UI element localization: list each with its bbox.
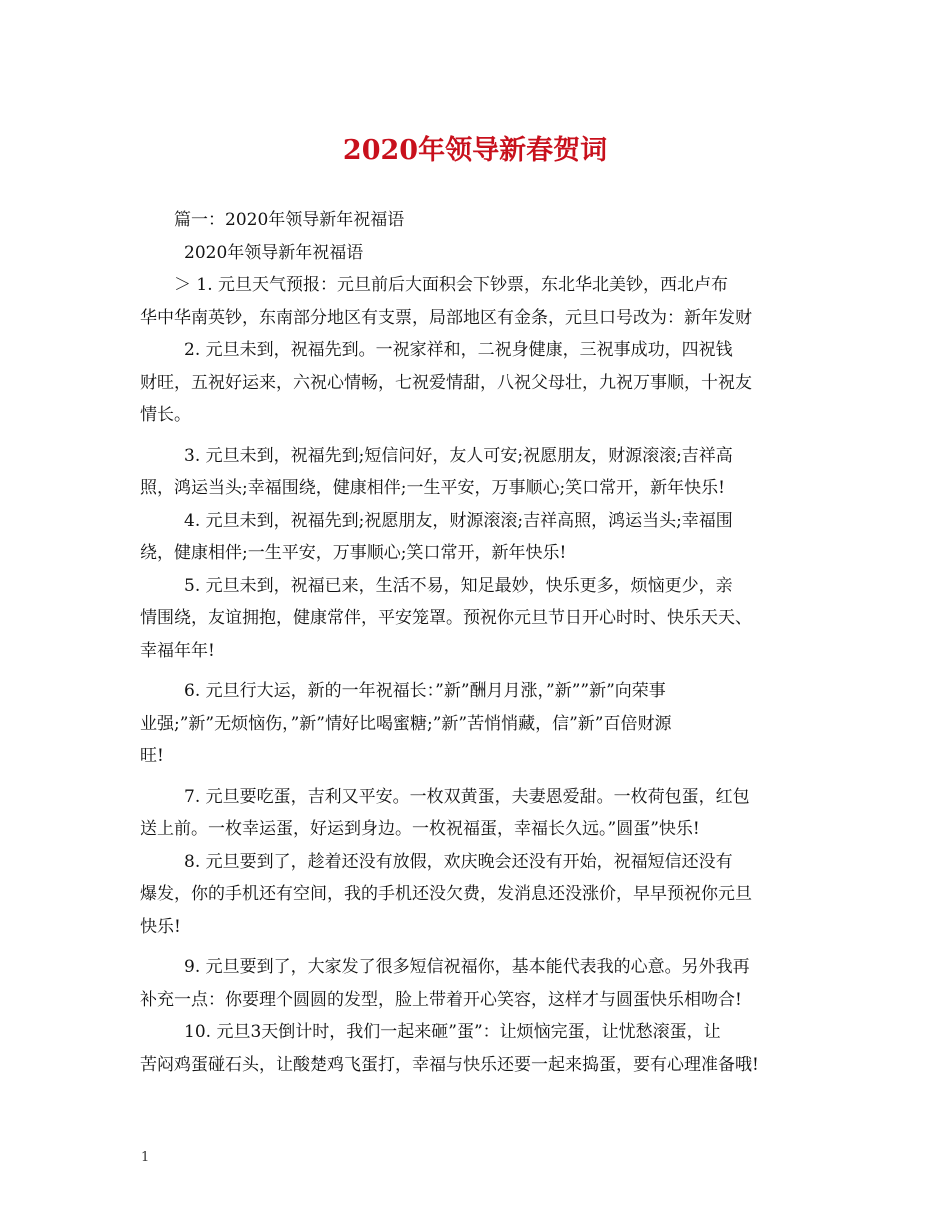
paragraph-gap bbox=[140, 943, 816, 951]
body-line: 快乐! bbox=[140, 916, 181, 937]
body-line: 华中华南英钞，东南部分地区有支票，局部地区有金条，元旦口号改为：新年发财 bbox=[140, 307, 752, 328]
paragraph-gap bbox=[140, 773, 816, 781]
body-line: 送上前。一枚幸运蛋，好运到身边。一枚祝福蛋，幸福长久远。”圆蛋”快乐! bbox=[140, 819, 700, 839]
body-line: 10. 元旦3天倒计时，我们一起来砸”蛋”：让烦恼完蛋，让忧愁滚蛋，让 bbox=[184, 1022, 721, 1042]
document-body bbox=[140, 204, 816, 1081]
body-line: 绕，健康相伴;一生平安，万事顺心;笑口常开，新年快乐! bbox=[140, 543, 567, 563]
paragraph-gap bbox=[140, 432, 816, 440]
body-line: 8. 元旦要到了，趁着还没有放假，欢庆晚会还没有开始，祝福短信还没有 bbox=[184, 851, 733, 872]
body-line: 情长。 bbox=[140, 405, 191, 425]
body-line: 旺! bbox=[140, 746, 164, 766]
body-line: ＞ 1. 元旦天气预报：元旦前后大面积会下钞票，东北华北美钞，西北卢布 bbox=[174, 275, 729, 295]
document-title: 2020年领导新春贺词 bbox=[342, 135, 608, 166]
body-line: 2020年领导新年祝福语 bbox=[184, 242, 364, 263]
body-line: 爆发，你的手机还有空间，我的手机还没欠费，发消息还没涨价，早早预祝你元旦 bbox=[140, 884, 752, 904]
body-line: 业强;”新”无烦恼伤，”新”情好比喝蜜糖;”新”苦悄悄藏，信”新”百倍财源 bbox=[140, 713, 672, 734]
body-line: 篇一：2020年领导新年祝福语 bbox=[174, 210, 405, 230]
body-line: 4. 元旦未到，祝福先到;祝愿朋友，财源滚滚;吉祥高照，鸿运当头;幸福围 bbox=[184, 510, 733, 531]
body-line: 3. 元旦未到，祝福先到;短信问好，友人可安;祝愿朋友，财源滚滚;吉祥高 bbox=[184, 445, 733, 466]
body-line: 补充一点：你要理个圆圆的发型，脸上带着开心笑容，这样才与圆蛋快乐相吻合! bbox=[140, 989, 742, 1010]
body-line: 6. 元旦行大运，新的一年祝福长：”新”酬月月涨，”新””新”向荣事 bbox=[184, 681, 666, 701]
body-line: 情围绕，友谊拥抱，健康常伴，平安笼罩。预祝你元旦节日开心时时、快乐天天、 bbox=[140, 608, 752, 628]
body-line: 财旺，五祝好运来，六祝心情畅，七祝爱情甜，八祝父母壮，九祝万事顺，十祝友 bbox=[140, 372, 752, 393]
body-line: 9. 元旦要到了，大家发了很多短信祝福你，基本能代表我的心意。另外我再 bbox=[184, 957, 750, 977]
body-line: 5. 元旦未到，祝福已来，生活不易，知足最妙，快乐更多，烦恼更少，亲 bbox=[184, 575, 733, 596]
body-line: 7. 元旦要吃蛋，吉利又平安。一枚双黄蛋，夫妻恩爱甜。一枚荷包蛋，红包 bbox=[184, 786, 750, 807]
paragraph-gap bbox=[140, 667, 816, 675]
body-line: 照，鸿运当头;幸福围绕，健康相伴;一生平安，万事顺心;笑口常开，新年快乐! bbox=[140, 478, 726, 498]
body-line: 苦闷鸡蛋碰石头，让酸楚鸡飞蛋打，幸福与快乐还要一起来捣蛋，要有心理准备哦! bbox=[140, 1054, 759, 1075]
body-line: 幸福年年! bbox=[140, 640, 215, 661]
body-line: 2. 元旦未到，祝福先到。一祝家祥和，二祝身健康，三祝事成功，四祝钱 bbox=[184, 340, 733, 360]
page-number: 1 bbox=[141, 1150, 150, 1165]
